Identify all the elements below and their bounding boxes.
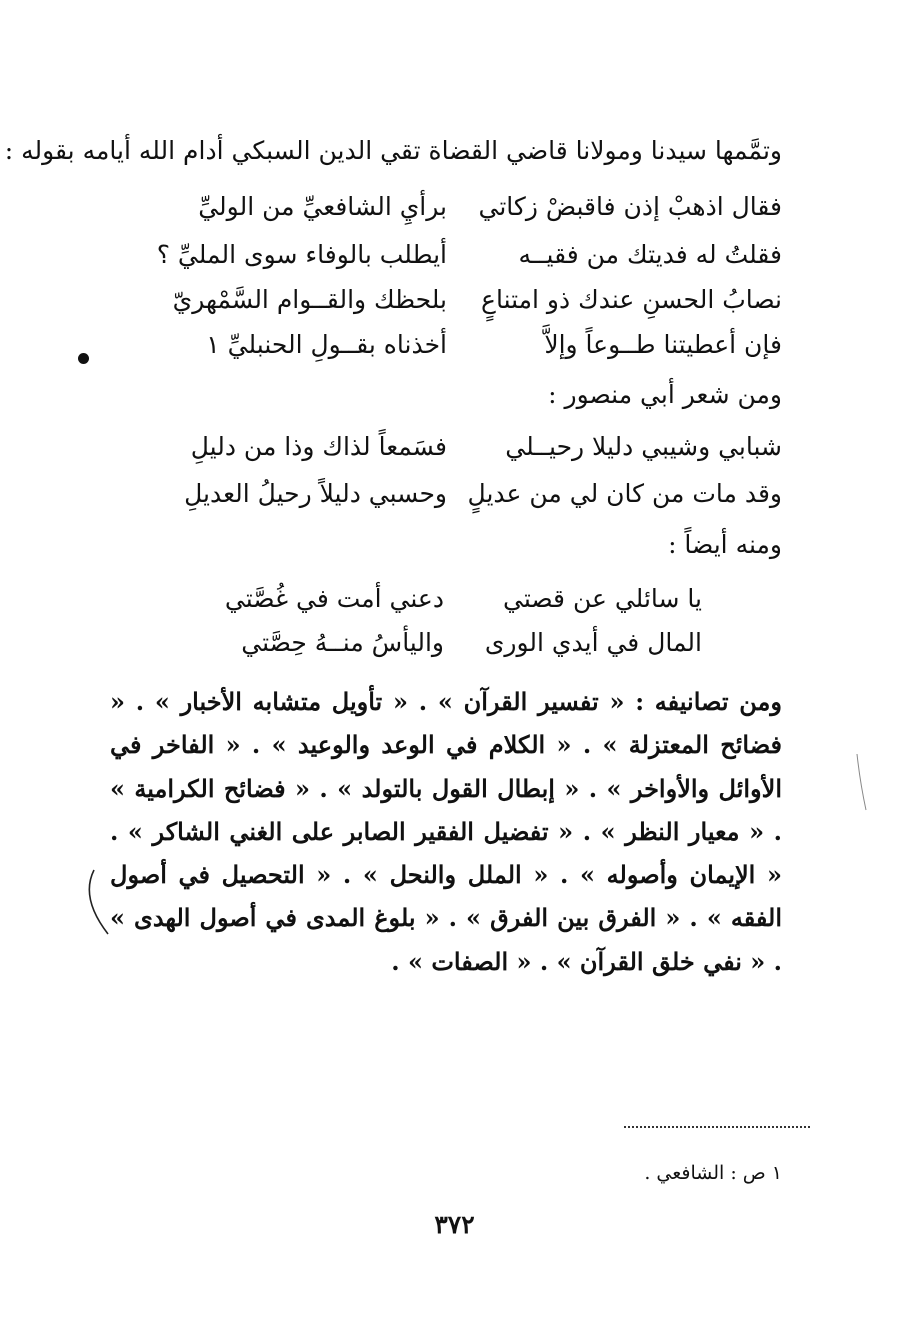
intro-line: وتمَّمها سيدنا ومولانا قاضي القضاة تقي الدين السبكي أدام الله أيامه بقوله :	[4, 136, 782, 165]
section-heading: ومنه أيضاً :	[668, 530, 782, 559]
verse-second-hemistich: أخذناه بقــولِ الحنبليِّ ١	[206, 330, 447, 359]
verse-first-hemistich: المال في أيدي الورى	[484, 628, 702, 657]
verse-second-hemistich: دعني أمت في غُصَّتي	[224, 584, 444, 613]
verse-second-hemistich: واليأسُ منــهُ حِصَّتي	[241, 628, 444, 657]
verse-second-hemistich: أيطلب بالوفاء سوى المليِّ ؟	[156, 240, 447, 269]
ink-dot	[78, 353, 89, 364]
page-number: ٣٧٢	[434, 1210, 475, 1239]
footnote: ١ ص : الشافعي .	[644, 1162, 782, 1184]
verse-second-hemistich: فسَمعاً لذاك وذا من دليلِ	[190, 432, 447, 461]
footnote-separator	[624, 1126, 810, 1128]
verse-first-hemistich: فقال اذهبْ إذن فاقبضْ زكاتي	[478, 192, 782, 221]
verse-first-hemistich: وقد مات من كان لي من عديلٍ	[467, 479, 782, 508]
verse-first-hemistich: فإن أعطيتنا طــوعاً وإلاَّ	[544, 330, 782, 359]
margin-bracket-mark	[78, 868, 112, 938]
section-heading: ومن شعر أبي منصور :	[548, 380, 782, 409]
verse-second-hemistich: برأيِ الشافعيِّ من الوليِّ	[198, 192, 447, 221]
verse-first-hemistich: يا سائلي عن قصتي	[502, 584, 702, 613]
verse-first-hemistich: فقلتُ له فديتك من فقيــه	[518, 240, 782, 269]
works-paragraph: ومن تصانيفه : « تفسير القرآن » . « تأويل متشابه الأخبار » . « فضائح المعتزلة » . « الكلام في الوعد والوعيد » . « الفاخر في الأوائل والأواخر » . « إبطال القول بالتولد » . « فضائح الكرامية » . « معيار النظر » . « تفضيل الفقير الصابر على الغني الشاكر » . « الإيمان وأصوله » . « الملل والنحل » . « التحصيل في أصول الفقه » . « الفرق بين الفرق » . « بلوغ المدى في أصول الهدى » . « نفي خلق القرآن » . « الصفات » .	[110, 687, 782, 976]
verse-first-hemistich: شبابي وشيبي دليلا رحيــلي	[505, 432, 782, 461]
verse-second-hemistich: وحسبي دليلاً رحيلُ العديلِ	[184, 479, 447, 508]
margin-pencil-mark	[854, 752, 870, 814]
verse-first-hemistich: نصابُ الحسنِ عندك ذو امتناعٍ	[481, 285, 782, 314]
verse-second-hemistich: بلحظك والقــوام السَّمْهريّ	[172, 285, 447, 314]
